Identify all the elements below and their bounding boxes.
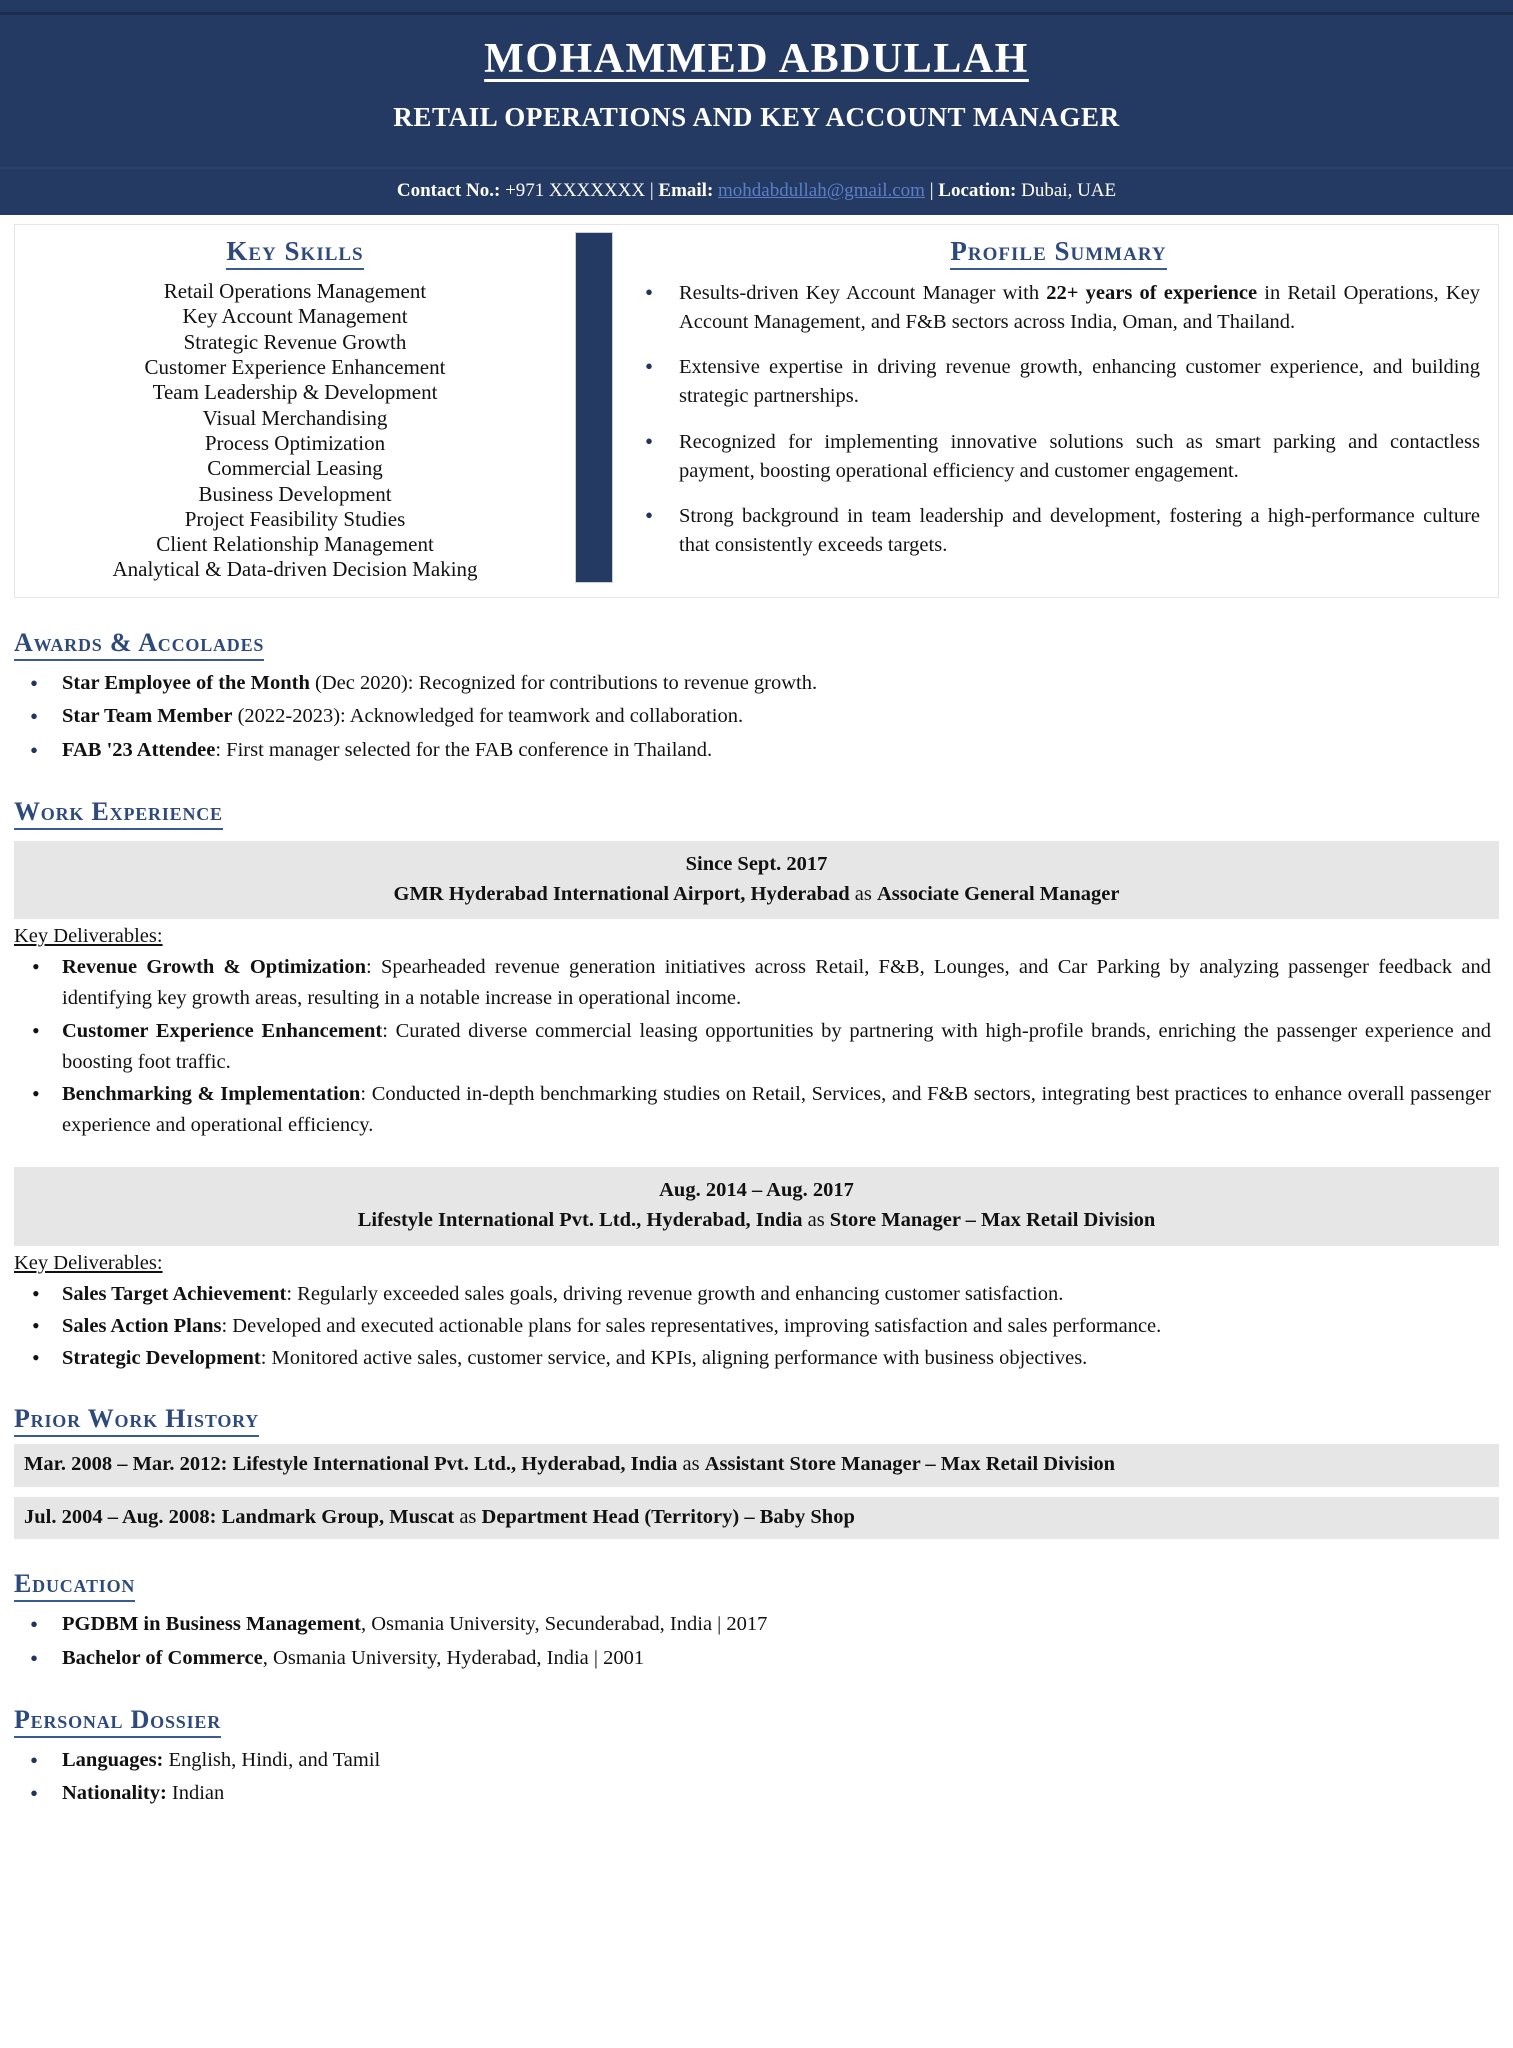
list-item: [14, 1778, 1499, 1810]
job-entry: [14, 1167, 1499, 1374]
resume-header: [0, 0, 1513, 215]
dossier-label: Languages:: [62, 1748, 164, 1771]
profile-summary-heading-text: Profile Summary: [950, 236, 1166, 270]
job-company-role: [24, 1206, 1489, 1236]
job-company: Lifestyle International Pvt. Ltd., Hyderabad, India: [357, 1208, 803, 1231]
contact-location-label: Location:: [938, 179, 1017, 201]
list-item: [14, 1016, 1499, 1078]
job-role: Store Manager – Max Retail Division: [829, 1208, 1156, 1231]
contact-location-value: Dubai, UAE: [1016, 179, 1117, 201]
deliverable-detail: : Monitored active sales, customer service, and KPIs, aligning performance with business objectives.: [260, 1346, 1088, 1369]
job-deliverables-list: [14, 952, 1499, 1141]
contact-email-link[interactable]: mohdabdullah@gmail.com: [718, 179, 925, 201]
deliverable-title: Strategic Development: [62, 1346, 261, 1369]
prior-work-history-section: [14, 1404, 1499, 1539]
work-experience-heading: [14, 797, 1499, 827]
page-bottom-spacer: [0, 1812, 1513, 1832]
table-row: [14, 1444, 1499, 1487]
list-item: Analytical & Data-driven Decision Making: [112, 557, 478, 582]
contact-email-label: Email:: [658, 179, 714, 201]
awards-section: [14, 628, 1499, 767]
award-title: Star Team Member: [62, 705, 233, 728]
work-experience-heading-text: Work Experience: [14, 797, 223, 830]
list-item: Client Relationship Management: [156, 532, 434, 557]
list-item: [14, 1279, 1499, 1310]
list-item: Visual Merchandising: [202, 405, 388, 430]
degree-name: Bachelor of Commerce: [62, 1646, 263, 1669]
list-item: [14, 735, 1499, 767]
deliverable-detail: : Regularly exceeded sales goals, driving revenue growth and enhancing customer satisfaction.: [286, 1282, 1064, 1305]
key-skills-list: [23, 279, 567, 583]
job-deliverables-list: [14, 1279, 1499, 1374]
education-list: [14, 1609, 1499, 1675]
list-item: [14, 1643, 1499, 1675]
header-job-title: RETAIL OPERATIONS AND KEY ACCOUNT MANAGER: [393, 102, 1120, 133]
bullet-text-pre: Extensive expertise in driving revenue growth, enhancing customer experience, and building strategic partnerships.: [679, 356, 1480, 408]
profile-summary-heading: [637, 237, 1480, 267]
awards-heading-text: Awards & Accolades: [14, 628, 264, 661]
award-detail: (Dec 2020): Recognized for contributions to revenue growth.: [309, 671, 818, 694]
prior-work-history-heading: [14, 1404, 1499, 1434]
key-skills-column: [15, 225, 575, 596]
list-item: Commercial Leasing: [207, 456, 383, 481]
profile-summary-column: [613, 225, 1498, 596]
degree-name: PGDBM in Business Management: [62, 1613, 361, 1636]
prior-role: Department Head (Territory) – Baby Shop: [481, 1505, 855, 1528]
contact-separator-1: |: [649, 179, 659, 201]
key-skills-heading-text: Key Skills: [226, 236, 363, 270]
header-top-rule: [0, 0, 1513, 15]
deliverable-detail: : Curated diverse commercial leasing opportunities by partnering with high-profile brands, enriching the passenger experience and boosting foot traffic.: [62, 1019, 1491, 1073]
deliverable-title: Revenue Growth & Optimization: [62, 956, 367, 979]
job-date: Since Sept. 2017: [685, 852, 828, 875]
education-heading: [14, 1569, 1499, 1599]
deliverable-title: Sales Action Plans: [62, 1314, 222, 1337]
list-item: Project Feasibility Studies: [184, 506, 406, 531]
degree-detail: , Osmania University, Secunderabad, India | 2017: [360, 1613, 768, 1636]
list-item: [14, 1745, 1499, 1777]
deliverable-title: Sales Target Achievement: [62, 1282, 287, 1305]
award-title: FAB '23 Attendee: [62, 739, 216, 762]
prior-work-history-heading-text: Prior Work History: [14, 1404, 259, 1437]
header-identity: [0, 15, 1513, 167]
dossier-value: English, Hindi, and Tamil: [163, 1748, 381, 1771]
list-item: Process Optimization: [204, 430, 386, 455]
list-item: Strategic Revenue Growth: [183, 329, 407, 354]
list-item: [637, 428, 1480, 486]
list-item: [14, 952, 1499, 1014]
list-item: Customer Experience Enhancement: [144, 355, 446, 380]
awards-heading: [14, 628, 1499, 658]
key-deliverables-label: Key Deliverables:: [14, 925, 163, 948]
awards-list: [14, 668, 1499, 767]
job-as-word: as: [849, 882, 877, 905]
education-heading-text: Education: [14, 1569, 135, 1602]
education-section: [14, 1569, 1499, 1674]
personal-dossier-heading-text: Personal Dossier: [14, 1705, 221, 1738]
bullet-text-bold: 22+ years of experience: [1046, 282, 1258, 305]
list-item: Team Leadership & Development: [152, 380, 438, 405]
personal-dossier-section: [14, 1705, 1499, 1810]
job-company-role: [24, 880, 1489, 910]
job-company: GMR Hyderabad International Airport, Hyderabad: [393, 882, 850, 905]
list-item: [14, 1079, 1499, 1141]
profile-summary-list: [637, 279, 1480, 560]
list-item: [637, 279, 1480, 337]
list-item: [14, 1609, 1499, 1641]
personal-dossier-heading: [14, 1705, 1499, 1735]
prior-dates-company: Jul. 2004 – Aug. 2008: Landmark Group, Muscat: [24, 1505, 455, 1528]
bullet-text-pre: Recognized for implementing innovative solutions such as smart parking and contactless payment, boosting operational efficiency and customer engagement.: [679, 430, 1480, 482]
award-detail: (2022-2023): Acknowledged for teamwork and collaboration.: [232, 705, 744, 728]
contact-phone-label: Contact No.:: [396, 179, 501, 201]
deliverable-detail: : Conducted in-depth benchmarking studies on Retail, Services, and F&B sectors, integrating best practices to enhance overall passenger experience and operational efficiency.: [62, 1082, 1492, 1137]
page-title: MOHAMMED ABDULLAH: [484, 36, 1029, 82]
deliverable-title: Benchmarking & Implementation: [62, 1082, 361, 1105]
list-item: [14, 1343, 1499, 1374]
job-entry: [14, 841, 1499, 1141]
bullet-text-pre: Strong background in team leadership and development, fostering a high-performance culture that consistently exceeds targets.: [679, 504, 1480, 556]
key-skills-heading: [23, 237, 567, 267]
prior-as-word: as: [454, 1505, 482, 1528]
prior-as-word: as: [677, 1452, 705, 1475]
job-role: Associate General Manager: [876, 882, 1120, 905]
job-date: Aug. 2014 – Aug. 2017: [659, 1179, 854, 1202]
list-item: [14, 701, 1499, 733]
contact-bar: [0, 167, 1513, 216]
contact-separator-2: |: [924, 179, 939, 201]
work-experience-section: [14, 797, 1499, 1374]
list-item: Business Development: [198, 481, 392, 506]
job-as-word: as: [802, 1208, 830, 1231]
bullet-text-pre: Results-driven Key Account Manager with: [679, 282, 1047, 305]
skills-profile-panel: [14, 224, 1499, 597]
award-title: Star Employee of the Month: [62, 671, 310, 694]
job-header-bar: [14, 841, 1499, 919]
prior-role: Assistant Store Manager – Max Retail Division: [704, 1452, 1116, 1475]
list-item: [14, 1311, 1499, 1342]
list-item: [637, 502, 1480, 560]
bullet-text-post: in Retail Operations, Key Account Management, and F&B sectors across India, Oman, and Thailand.: [679, 282, 1480, 334]
list-item: [637, 353, 1480, 411]
table-row: [14, 1497, 1499, 1540]
dossier-label: Nationality:: [62, 1782, 167, 1805]
personal-dossier-list: [14, 1745, 1499, 1811]
degree-detail: , Osmania University, Hyderabad, India | 2001: [262, 1646, 645, 1669]
contact-phone-value: +971 XXXXXXX: [500, 179, 650, 201]
key-deliverables-label: Key Deliverables:: [14, 1251, 163, 1274]
list-item: [14, 668, 1499, 700]
job-header-bar: [14, 1167, 1499, 1245]
list-item: Key Account Management: [182, 304, 408, 329]
list-item: Retail Operations Management: [163, 279, 427, 304]
award-detail: : First manager selected for the FAB conference in Thailand.: [215, 739, 713, 762]
deliverable-detail: : Spearheaded revenue generation initiatives across Retail, F&B, Lounges, and Car Parking by analyzing passenger feedback and identifying key growth areas, resulting in a notable increase in operational income.: [62, 956, 1491, 1010]
deliverable-title: Customer Experience Enhancement: [62, 1019, 383, 1042]
panel-divider: [575, 232, 613, 582]
dossier-value: Indian: [166, 1782, 225, 1805]
deliverable-detail: : Developed and executed actionable plans for sales representatives, improving satisfaction and sales performance.: [221, 1314, 1162, 1337]
prior-dates-company: Mar. 2008 – Mar. 2012: Lifestyle International Pvt. Ltd., Hyderabad, India: [24, 1452, 678, 1475]
